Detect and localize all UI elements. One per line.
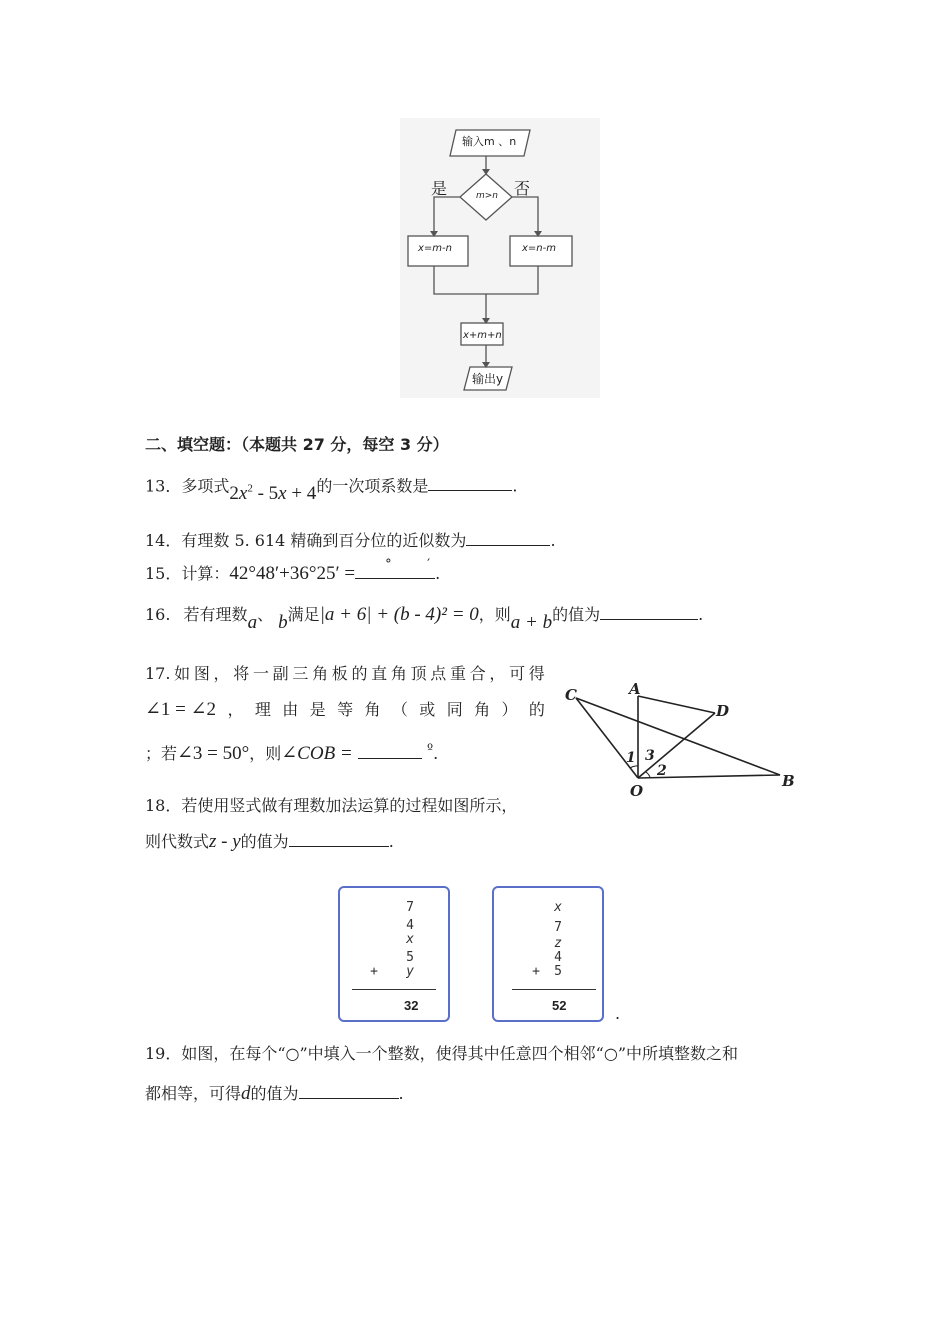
q17-c: 的 — [351, 664, 368, 683]
flow-yes-label: 是 — [431, 179, 448, 198]
label-angle-3: 3 — [645, 748, 655, 764]
q16-mid: 满足 — [287, 605, 320, 624]
card2-digit: 7 — [554, 920, 562, 935]
q13-answer-blank[interactable] — [428, 476, 512, 491]
question-13 — [145, 470, 518, 505]
q17-c: 三 — [292, 664, 309, 683]
q16-answer-blank[interactable] — [600, 605, 698, 620]
card2-plus: + — [532, 964, 540, 979]
q17-degree: º — [426, 742, 434, 757]
q18-line2 — [145, 831, 394, 853]
label-d: D — [716, 702, 730, 720]
q18-end: . — [388, 832, 394, 851]
q17-c: 顶 — [410, 664, 427, 683]
q16-pre: 若有理数 — [183, 605, 248, 624]
card2-digit: 4 — [554, 950, 562, 965]
question-15 — [145, 557, 441, 585]
card2-rule — [512, 989, 596, 990]
vertical-addition-card-2 — [492, 886, 604, 1022]
card1-digit: 7 — [406, 900, 414, 915]
q14-end: . — [550, 531, 556, 550]
card1-digit: 5 — [406, 950, 414, 965]
q17-c: 是 — [309, 700, 326, 719]
q16-number: 16. — [145, 605, 171, 624]
flow-input-label: 输入m 、n — [462, 135, 517, 148]
flowchart — [400, 118, 600, 398]
vertical-addition-card-1 — [338, 886, 450, 1022]
flow-right-label: x=n-m — [522, 243, 556, 254]
card2-digit: x — [554, 900, 562, 915]
q17-c: 角 — [390, 664, 407, 683]
q17-c: 合 — [469, 664, 486, 683]
q17-c: 副 — [272, 664, 289, 683]
label-angle-2: 2 — [657, 763, 667, 779]
card1-digit: x — [406, 932, 414, 947]
flow-no-label: 否 — [514, 179, 531, 198]
q17-c: 由 — [282, 700, 299, 719]
segment-ad — [638, 696, 715, 713]
q16-end: . — [698, 605, 704, 624]
q19-answer-blank[interactable] — [299, 1084, 399, 1099]
q19-pre: 都相等，可得 — [145, 1084, 242, 1103]
section-title: 二、填空题：（本题共 27 分，每空 3 分） — [145, 435, 449, 454]
q19-end: . — [398, 1084, 404, 1103]
cards-end-mark: . — [615, 1004, 621, 1023]
q19-post: 的值为 — [250, 1084, 299, 1103]
q14-text: 14．有理数 5. 614 精确到百分位的近似数为 — [145, 531, 467, 550]
q17-line2 — [145, 699, 545, 721]
q17-angle-equality: ∠1 = ∠2 — [145, 699, 217, 720]
q16-post: ，则 — [478, 605, 511, 624]
q17-c: 理 — [254, 700, 271, 719]
q17-c: 的 — [528, 700, 545, 719]
q17-angle3: ∠3 = 50° — [177, 743, 250, 764]
q17-c: 图 — [193, 664, 210, 683]
q18-answer-blank[interactable] — [289, 832, 389, 847]
q17-c: 板 — [331, 664, 348, 683]
q17-number: 17. — [145, 664, 171, 683]
card2-digit: 5 — [554, 964, 562, 979]
q15-minute-mark: ′ — [427, 557, 431, 572]
q18-pre: 则代数式 — [145, 832, 210, 851]
q17-c: 角 — [364, 700, 381, 719]
q14-answer-blank[interactable] — [466, 531, 550, 546]
q13-end: . — [512, 476, 518, 496]
card1-rule — [352, 989, 436, 990]
q17-c: ， — [489, 664, 506, 683]
q17-c: 点 — [430, 664, 447, 683]
label-angle-1: 1 — [626, 750, 636, 766]
flow-output-label: 输出y — [472, 372, 504, 386]
q17-c: 等 — [337, 700, 354, 719]
q15-degree-mark: ° — [385, 557, 392, 572]
q17-line3-mid: ，则 — [249, 744, 282, 763]
q17-c: 如 — [174, 664, 191, 683]
q17-c: ， — [213, 664, 230, 683]
q17-c: 同 — [446, 700, 463, 719]
label-b: B — [782, 772, 795, 790]
q16-tail: 的值为 — [552, 605, 601, 624]
q17-c: ， — [227, 700, 244, 719]
q17-c: ） — [501, 700, 518, 719]
q17-c: 得 — [528, 664, 545, 683]
q17-c: 角 — [474, 700, 491, 719]
q17-line3 — [145, 743, 438, 767]
q17-angle-cob: ∠COB = — [281, 743, 353, 764]
q17-c: （ — [391, 700, 408, 719]
card1-digit: y — [406, 964, 414, 979]
label-a: A — [629, 680, 641, 698]
question-14 — [145, 530, 556, 552]
flow-merge-label: x+m+n — [463, 330, 502, 341]
q17-c: 直 — [371, 664, 388, 683]
q17-c: 角 — [312, 664, 329, 683]
card2-sum: 52 — [552, 998, 567, 1013]
q18-post: 的值为 — [240, 832, 289, 851]
q17-c: 可 — [509, 664, 526, 683]
q15-pre: 15．计算： — [145, 564, 230, 583]
flow-left-label: x=m-n — [418, 243, 452, 254]
q19-line1: 19．如图，在每个“○”中填入一个整数，使得其中任意四个相邻“○”中所填整数之和 — [145, 1044, 739, 1063]
q17-line1 — [145, 663, 545, 685]
question-16 — [145, 604, 704, 633]
card2-digit: z — [554, 936, 562, 951]
q13-number: 13． — [145, 476, 182, 496]
label-c: C — [565, 686, 577, 704]
q15-answer-blank[interactable] — [355, 557, 435, 579]
q16-var-a: a — [247, 612, 258, 633]
q13-pre: 多项式 — [181, 476, 230, 496]
q15-end: . — [435, 564, 441, 583]
q15-expression: 42°48′+36°25′ = — [229, 563, 356, 584]
q13-polynomial: $2x^2 - 5x + 4$ — [229, 483, 317, 505]
q18-expr: z - y — [209, 831, 241, 852]
q16-condition: |a + 6| + (b - 4)² = 0 — [319, 604, 479, 625]
q16-var-b: b — [278, 612, 288, 633]
q13-post: 的一次项系数是 — [316, 476, 429, 496]
q17-answer-blank[interactable] — [358, 744, 422, 759]
q18-line1: 18．若使用竖式做有理数加法运算的过程如图所示， — [145, 796, 518, 815]
label-o: O — [630, 782, 644, 800]
card1-plus: + — [370, 964, 378, 979]
q17-end: . — [433, 744, 439, 763]
triangle-figure — [560, 678, 810, 798]
q17-c: 重 — [449, 664, 466, 683]
q16-sep: 、 — [257, 605, 274, 624]
q17-c: 将 — [233, 664, 250, 683]
q17-line3-pre: ；若 — [145, 744, 178, 763]
card1-digit: 4 — [406, 918, 414, 933]
q19-line2 — [145, 1083, 404, 1105]
q17-c: 或 — [419, 700, 436, 719]
q16-expr: a + b — [510, 612, 553, 633]
flow-decision-label: m>n — [476, 191, 499, 201]
q19-var-d: d — [241, 1083, 251, 1104]
card1-sum: 32 — [404, 998, 419, 1013]
q17-c: 一 — [252, 664, 269, 683]
